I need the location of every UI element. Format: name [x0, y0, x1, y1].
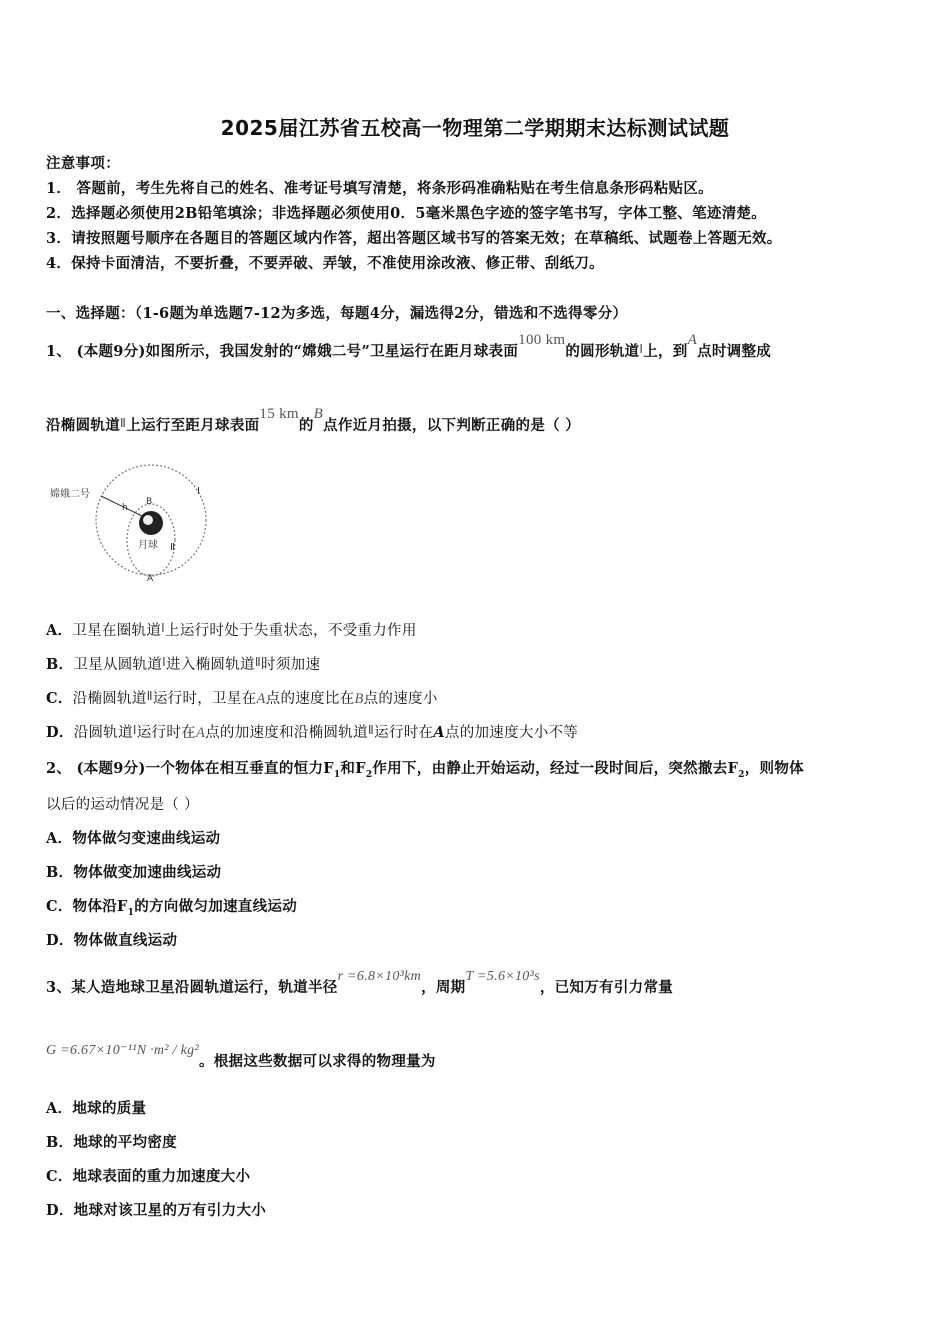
- q1-option-b[interactable]: [46, 653, 320, 674]
- q1-text: 点时调整成: [697, 343, 772, 360]
- q1-text: 点作近月拍摄，以下判断正确的是（ ）: [323, 417, 581, 434]
- figure-label-a: A: [147, 574, 154, 584]
- orbit-roman: Ⅱ: [367, 723, 375, 737]
- option-text: 上运行时处于失重状态，不受重力作用: [165, 623, 417, 639]
- figure-label-h: h: [122, 503, 128, 513]
- notice-item-2: 2．选择题必须使用2B铅笔填涂；非选择题必须使用0．5毫米黑色字迹的签字笔书写，字体工整、笔迹清楚。: [46, 205, 767, 222]
- q2-text: ，则物体: [744, 760, 804, 777]
- option-text: 沿椭圆轨道: [72, 691, 147, 707]
- moon-highlight: [143, 515, 153, 525]
- q1-option-a[interactable]: [46, 619, 417, 640]
- q3-stem-line2: [46, 1043, 436, 1071]
- q2-option-d[interactable]: D．物体做直线运动: [46, 932, 178, 949]
- q2-option-b[interactable]: B．物体做变加速曲线运动: [46, 864, 222, 881]
- q1-text: 上，到: [643, 343, 688, 360]
- option-text: 点的加速度和沿椭圆轨道: [205, 725, 368, 741]
- math-a: A: [433, 724, 445, 741]
- option-text: 运行时在: [136, 725, 196, 741]
- q3-stem-line1: [46, 969, 674, 997]
- option-text: 卫星在圈轨道: [72, 623, 162, 639]
- q1-stem-line1: [46, 332, 772, 361]
- option-text: 时须加速: [261, 657, 321, 673]
- figure-label-ii: Ⅱ: [170, 542, 175, 553]
- q1-text: 的: [298, 417, 314, 434]
- q1-math-b: B: [313, 406, 324, 422]
- q2-option-c[interactable]: [46, 895, 297, 918]
- q3-option-d[interactable]: D．地球对该卫星的万有引力大小: [46, 1202, 267, 1219]
- q1-math-15km: 15 km: [259, 406, 299, 422]
- subscript: 1: [127, 907, 135, 918]
- orbit-roman: Ⅰ: [162, 655, 167, 669]
- option-text: 沿圆轨道: [73, 725, 133, 741]
- q1-text: 的圆形轨道: [565, 343, 640, 360]
- option-text: 点的速度小: [363, 691, 438, 707]
- notice-item-4: 4．保持卡面清洁，不要折叠，不要弄破、弄皱，不准使用涂改液、修正带、刮纸刀。: [46, 255, 604, 272]
- q3-math-period: T =5.6×10³s: [465, 969, 540, 984]
- q1-option-c[interactable]: [46, 687, 438, 708]
- q2-option-a[interactable]: A．物体做匀变速曲线运动: [46, 830, 221, 847]
- option-text: 运行时在: [374, 725, 434, 741]
- option-text: 点的速度比在: [265, 691, 355, 707]
- q1-orbit-ii: Ⅱ: [120, 416, 127, 430]
- notice-item-1: 1． 答题前，考生先将自己的姓名、准考证号填写清楚，将条形码准确粘贴在考生信息条形码粘贴区。: [46, 180, 713, 197]
- subscript: 2: [365, 769, 373, 780]
- orbit-roman: Ⅰ: [161, 621, 166, 635]
- math-a: A: [256, 691, 266, 707]
- math-a: A: [195, 725, 206, 741]
- option-text: 进入椭圆轨道: [166, 657, 255, 673]
- q2-stem-line2: 以后的运动情况是（ ）: [46, 797, 199, 813]
- orbit-roman: Ⅱ: [254, 655, 262, 669]
- figure-label-probe: 嫦娥二号: [50, 489, 90, 500]
- figure-label-b: B: [146, 497, 153, 507]
- q2-text: 和F: [340, 760, 366, 777]
- q1-text: 1、 (本题9分)如图所示，我国发射的“嫦娥二号”卫星运行在距月球表面: [46, 343, 519, 360]
- q3-text: ，已知万有引力常量: [539, 979, 674, 996]
- q1-option-d[interactable]: [46, 721, 578, 742]
- section-heading: 一、选择题：（1-6题为单选题7-12为多选，每题4分，漏选得2分，错选和不选得零分）: [46, 305, 628, 322]
- option-text: C．物体沿F: [46, 898, 128, 915]
- option-key: D．: [46, 724, 74, 741]
- notice-item-3: 3．请按照题号顺序在各题目的答题区域内作答，超出答题区域书写的答案无效；在草稿纸、试题卷上答题无效。: [46, 230, 782, 247]
- q3-math-gravity-constant: G =6.67×10⁻¹¹N ·m² / kg²: [46, 1043, 199, 1058]
- option-text: 的方向做匀加速直线运动: [134, 898, 298, 915]
- q3-option-c[interactable]: C．地球表面的重力加速度大小: [46, 1168, 251, 1185]
- q1-orbit-i: Ⅰ: [639, 342, 644, 356]
- subscript: 1: [333, 769, 341, 780]
- q3-option-a[interactable]: A．地球的质量: [46, 1100, 147, 1117]
- q1-text: 上运行至距月球表面: [126, 417, 260, 434]
- q3-math-radius: r =6.8×10³km: [337, 969, 422, 984]
- q1-stem-line2: [46, 406, 581, 435]
- option-text: 点的加速度大小不等: [444, 725, 579, 741]
- q3-option-b[interactable]: B．地球的平均密度: [46, 1134, 177, 1151]
- option-key: C．: [46, 690, 73, 707]
- q1-text: 沿椭圆轨道: [46, 417, 120, 434]
- page-title: 2025届江苏省五校高一物理第二学期期末达标测试试题: [220, 116, 730, 140]
- option-key: A．: [46, 622, 73, 639]
- q3-text: 。根据这些数据可以求得的物理量为: [198, 1053, 436, 1070]
- q2-text: 作用下，由静止开始运动，经过一段时间后，突然撤去F: [372, 760, 739, 777]
- figure-label-i: Ⅰ: [197, 486, 200, 497]
- q3-text: 3、某人造地球卫星沿圆轨道运行，轨道半径: [46, 979, 338, 996]
- math-b: B: [354, 691, 364, 707]
- orbit-roman: Ⅰ: [132, 723, 137, 737]
- q1-math-a: A: [687, 332, 698, 348]
- q1-orbit-figure: [46, 460, 221, 590]
- q1-math-100km: 100 km: [518, 332, 566, 348]
- orbit-roman: Ⅱ: [146, 689, 153, 703]
- option-key: B．: [46, 656, 74, 673]
- notice-heading: 注意事项：: [46, 155, 120, 172]
- figure-label-moon: 月球: [138, 540, 158, 551]
- q2-text: 2、 (本题9分)一个物体在相互垂直的恒力F: [46, 760, 334, 777]
- option-text: 运行时，卫星在: [152, 691, 257, 707]
- q3-text: ，周期: [421, 979, 466, 996]
- option-text: 卫星从圆轨道: [73, 657, 163, 673]
- subscript: 2: [738, 769, 745, 780]
- q2-stem-line1: [46, 757, 804, 780]
